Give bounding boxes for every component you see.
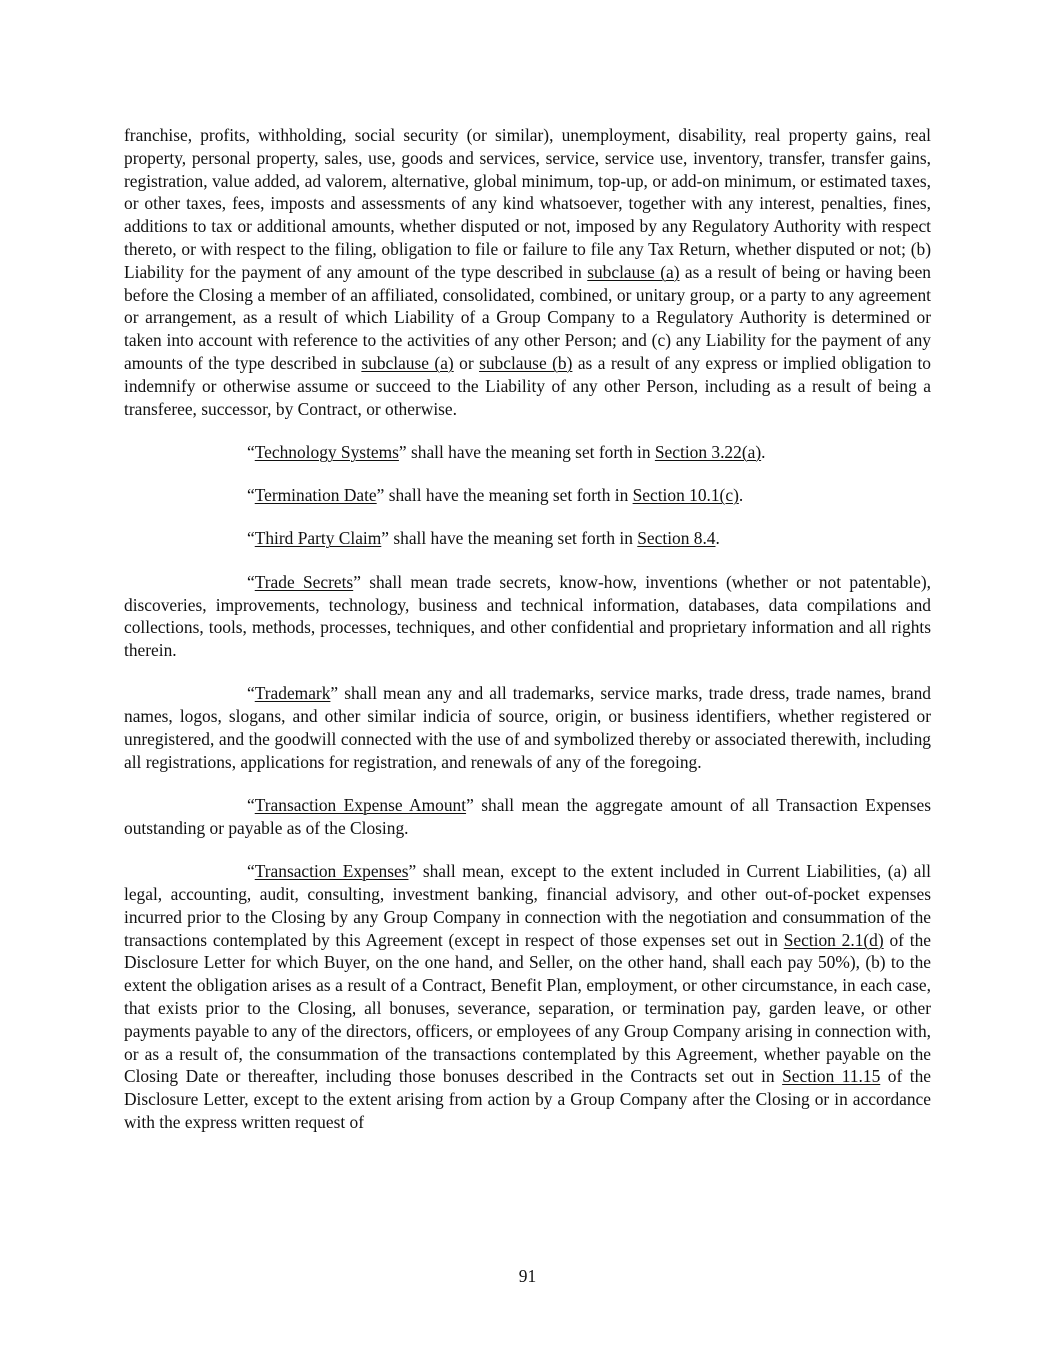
underlined-term: Section 3.22(a): [654, 441, 762, 462]
underlined-term: subclause (b): [479, 352, 573, 373]
underlined-term: Trade Secrets: [254, 571, 354, 592]
text-segment: of the Disclosure Letter, except to the extent arising from action by a Group Company after the Closing or in accordance with the express written request of: [124, 1066, 931, 1132]
text-segment: “: [247, 441, 255, 462]
text-segment: franchise, profits, withholding, social security (or similar), unemployment, disability, real property gains, real property, personal property, sales, use, goods and services, service, service use, inventory, transfer, transfer gains, registration, value added, ad valorem, alternative, global minimum, top-up, or add-on minimum, or estimated taxes, or other taxes, fees, imposts and assessments of any kind whatsoever, together with any interest, penalties, fines, additions to tax or additional amounts, whether disputed or not, imposed by any Regulatory Authority with respect thereto, or with respect to the filing, obligation to file or failure to file any Tax Return, whether disputed or not; (b) Liability for the payment of any amount of the type described in: [124, 125, 931, 282]
text-segment: “: [247, 571, 255, 592]
text-segment: ” shall mean any and all trademarks, service marks, trade dress, trade names, brand names, logos, slogans, and other similar indicia of source, origin, or business identifiers, whether registered or unregistered, and the goodwill connected with the use of and symbolized thereby or associated therewith, including all registrations, applications for registration, and renewals of any of the foregoing.: [124, 683, 931, 772]
paragraph-trade-secrets: [124, 571, 931, 662]
underlined-term: Technology Systems: [254, 441, 399, 462]
underlined-term: Section 11.15: [782, 1066, 881, 1087]
text-segment: ” shall mean trade secrets, know-how, inventions (whether or not patentable), discoveries, improvements, technology, business and technical information, databases, data compilations and collections, tools, methods, processes, techniques, and other confidential and proprietary information and all rights therein.: [124, 571, 931, 661]
text-segment: .: [715, 528, 720, 549]
text-segment: “: [247, 795, 255, 816]
underlined-term: Section 8.4: [637, 528, 716, 549]
text-segment: or: [453, 352, 480, 373]
paragraph-transaction-expense-amount: [124, 794, 931, 840]
underlined-term: Transaction Expense Amount: [254, 795, 467, 816]
text-segment: as a result of any express or implied obligation to indemnify or otherwise assume or succeed to the Liability of any other Person, including as a result of being a transferee, successor, by Contract, or otherwise.: [124, 352, 931, 419]
text-segment: ” shall mean, except to the extent included in Current Liabilities, (a) all legal, accounting, audit, consulting, investment banking, financial advisory, and other out-of-pocket expenses incurred prior to the Closing by any Group Company in connection with the negotiation and consummation of the transactions contemplated by this Agreement (except in respect of those expenses set out in: [124, 861, 931, 950]
text-segment: .: [738, 485, 744, 506]
underlined-term: Third Party Claim: [254, 528, 382, 549]
text-segment: ” shall have the meaning set forth in: [376, 485, 633, 506]
paragraph-termination-date: [124, 484, 931, 507]
paragraph-trademark: [124, 682, 931, 773]
underlined-term: Transaction Expenses: [254, 861, 409, 882]
text-segment: “: [247, 683, 255, 704]
underlined-term: Trademark: [254, 683, 331, 704]
text-segment: “: [247, 528, 255, 549]
document-body: [124, 124, 931, 1134]
text-segment: ” shall have the meaning set forth in: [381, 528, 638, 549]
underlined-term: Termination Date: [254, 485, 377, 506]
underlined-term: subclause (a): [361, 352, 454, 373]
text-segment: “: [247, 485, 255, 506]
paragraph-tax-definition-continued: [124, 124, 931, 420]
text-segment: .: [761, 441, 766, 462]
paragraph-technology-systems: [124, 441, 931, 464]
text-segment: as a result of being or having been before the Closing a member of an affiliated, consolidated, combined, or unitary group, or a party to any agreement or arrangement, as a result of which Liability of a Group Company to a Regulatory Authority is determined or taken into account with reference to the activities of any other Person; and (c) any Liability for the payment of any amounts of the type described in: [124, 261, 931, 373]
underlined-term: Section 2.1(d): [783, 929, 884, 950]
underlined-term: Section 10.1(c): [632, 485, 739, 506]
underlined-term: subclause (a): [587, 261, 680, 282]
text-segment: of the Disclosure Letter for which Buyer, on the one hand, and Seller, on the other hand, shall each pay 50%), (b) to the extent the obligation arises as a result of a Contract, Benefit Plan, employment, or other circumstance, in each case, that exists prior to the Closing, all bonuses, severance, separation, or termination pay, garden leave, or other payments payable to any of the directors, officers, or employees of any Group Company arising in connection with, or as a result of, the consummation of the transactions contemplated by this Agreement, whether payable on the Closing Date or thereafter, including those bonuses described in the Contracts set out in: [124, 929, 931, 1087]
text-segment: ” shall have the meaning set forth in: [398, 441, 655, 462]
page-number: 91: [518, 1266, 537, 1286]
paragraph-third-party-claim: [124, 527, 931, 550]
paragraph-transaction-expenses: [124, 860, 931, 1134]
text-segment: “: [247, 861, 255, 882]
text-segment: ” shall mean the aggregate amount of all Transaction Expenses outstanding or payable as of the Closing.: [124, 795, 931, 838]
